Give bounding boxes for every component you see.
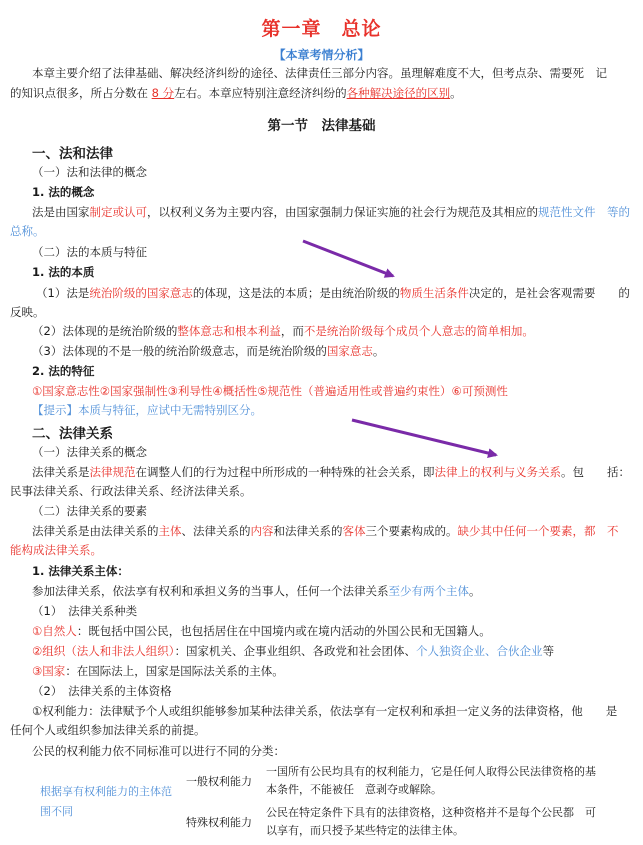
relation-definition-line-2: 民事法律关系、行政法律关系、经济法律关系。 [10,484,252,498]
arrow-2-icon [352,420,496,455]
law-concept-heading: 1. 法的概念 [32,185,95,199]
essence-item-1-line-2: 反映。 [10,305,45,319]
elements-line-2: 能构成法律关系。 [10,543,102,557]
classification-line: 公民的权利能力依不同标准可以进行不同的分类： [32,744,285,758]
elements-subheading: （二）法律关系的要素 [32,504,147,518]
relation-concept-subheading: （一）法律关系的概念 [32,445,147,459]
capacity-line-1: ①权利能力：法律赋予个人或组织能够参加某种法律关系，依法享有一定权利和承担一定义务的法律资格，他 是 [32,704,618,718]
essence-item-3: （3）法体现的不是一般的统治阶级意志，而是统治阶级的国家意志。 [32,344,385,358]
general-capacity-description: 一国所有公民均具有的权利能力，它是任何人取得公民法律资格的基本条件，不能被任 意剥夺或解除。 [266,765,596,796]
feature-heading: 2. 法的特征 [32,364,95,378]
analysis-label: 【本章考情分析】 [273,48,370,62]
feature-list: ①国家意志性②国家强制性③利导性④概括性⑤规范性（普遍适用性或普遍约束性）⑥可预测性 [32,384,508,398]
organization-item: ②组织（法人和非法人组织）：国家机关、企事业组织、各政党和社会团体、个人独资企业、合伙企业等 [32,644,555,658]
heading-law: 一、法和法律 [32,146,113,162]
state-item: ③国家：在国际法上，国家是国际法关系的主体。 [32,664,284,678]
essence-heading: 1. 法的本质 [32,265,95,279]
key-point-highlight: 各种解决途径的区别 [346,86,451,100]
essence-item-1-line-1: （1）法是统治阶级的国家意志的体现，这是法的本质；是由统治阶级的物质生活条件决定的，是社会客观需要 的 [36,286,630,300]
essence-item-2: （2）法体现的是统治阶级的整体意志和根本利益，而不是统治阶级每个成员个人意志的简单相加。 [32,324,534,338]
qualification-subheading: （2） 法律关系的主体资格 [32,684,172,698]
relation-definition-line-1: 法律关系是法律规范在调整人们的行为过程中所形成的一种特殊的社会关系，即法律上的权利与义务关系。包 括： [32,465,630,479]
intro-line-1: 本章主要介绍了法律基础、解决经济纠纷的途径、法律责任三部分内容。虽理解难度不大，但考点杂、需要死 记 [32,66,607,80]
score-highlight: 8 分 [151,86,175,100]
subject-heading: 1. 法律关系主体： [32,564,129,578]
capacity-line-2: 任何个人或组织参加法律关系的前提。 [10,723,206,737]
elements-line-1: 法律关系是由法律关系的主体、法律关系的内容和法律关系的客体三个要素构成的。缺少其中任何一个要素，都 不 [32,524,619,538]
essence-subheading: （二）法的本质与特征 [32,245,147,259]
tip-label: 【提示】 [32,403,78,417]
heading-legal-relation: 二、法律关系 [32,426,113,442]
law-concept-subheading: （一）法和法律的概念 [32,165,147,179]
law-definition-line-2: 总称。 [10,224,45,238]
tip-line: 【提示】本质与特征，应试中无需特别区分。 [32,403,262,417]
arrow-1-icon [303,241,393,276]
law-definition-line-1: 法是由国家制定或认可，以权利义务为主要内容，由国家强制力保证实施的社会行为规范及其相应的规范性文件 等的 [32,205,630,219]
table-criterion-cell: 根据享有权利能力的主体范围不同 [40,785,172,818]
natural-person-item: ①自然人：既包括中国公民，也包括居住在中国境内或在境内活动的外国公民和无国籍人。 [32,624,491,638]
subject-definition: 参加法律关系，依法享有权利和承担义务的当事人，任何一个法律关系至少有两个主体。 [32,584,481,598]
section-title: 第一节 法律基础 [267,118,376,134]
intro-line-2: 的知识点很多，所占分数在 8 分左右。本章应特别注意经济纠纷的各种解决途径的区别。 [10,86,462,100]
special-capacity-description: 公民在特定条件下具有的法律资格，这种资格并不是每个公民都 可以享有，而只授予某些特定的法律主体。 [266,806,596,837]
chapter-title: 第一章 总论 [261,18,382,40]
general-capacity-label: 一般权利能力 [186,775,252,788]
special-capacity-label: 特殊权利能力 [186,816,252,829]
types-subheading: （1） 法律关系种类 [32,604,138,618]
